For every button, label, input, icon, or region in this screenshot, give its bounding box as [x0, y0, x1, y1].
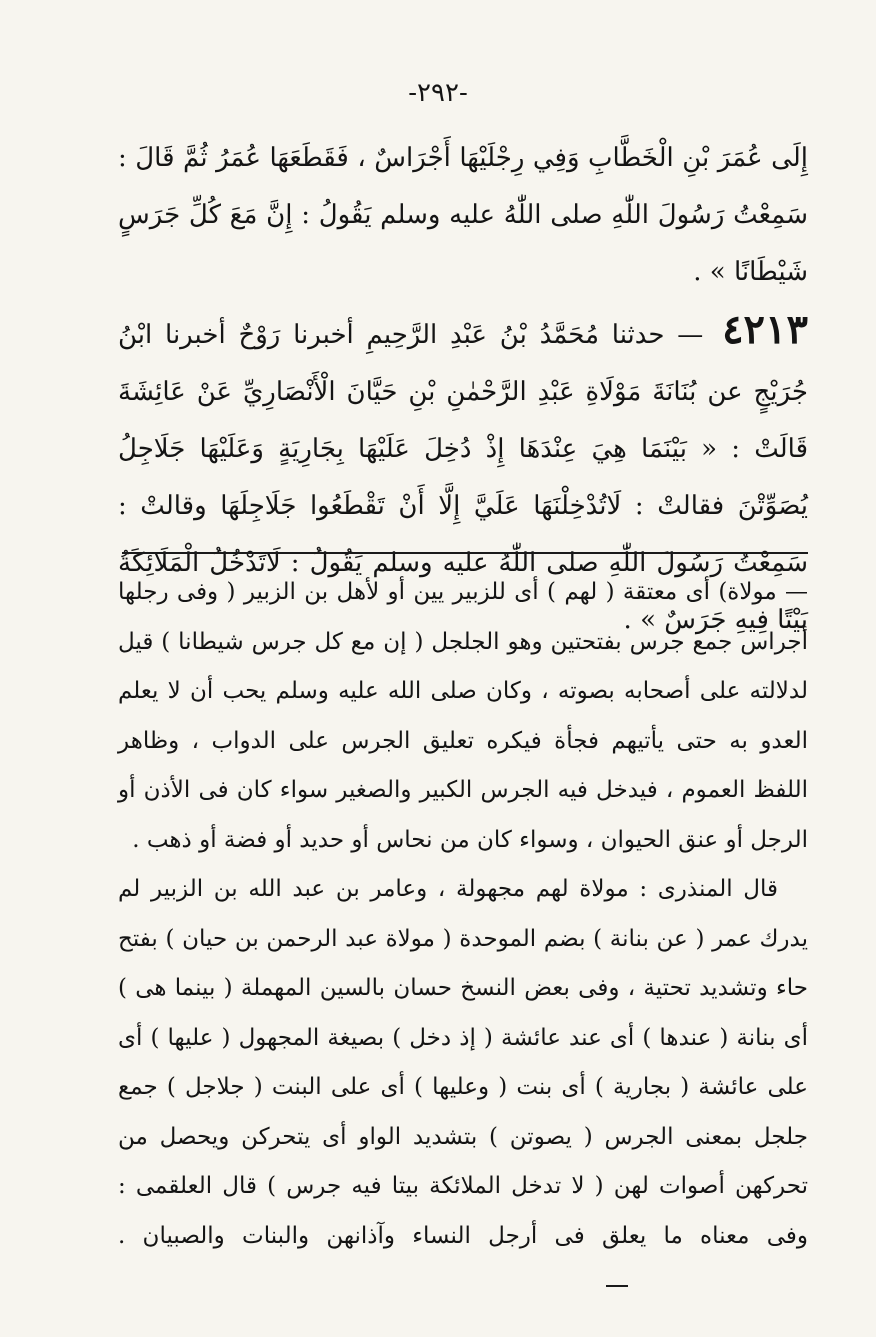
commentary-paragraph-2: [118, 865, 808, 1311]
commentary-block: [118, 568, 808, 1311]
hadith-continuation: إِلَى عُمَرَ بْنِ الْخَطَّابِ وَفِي رِجْلَيْهَا أَجْرَاسٌ ، فَقَطَعَهَا عُمَرُ ثُمَّ قَالَ : سَمِعْتُ رَسُولَ اللّٰهِ صلى اللّٰهُ عليه وسلم يَقُولُ : إِنَّ مَعَ كُلِّ جَرَسٍ شَيْطَانًا » .: [118, 143, 808, 287]
hadith-number: ٤٢١٣: [722, 306, 808, 353]
page-number: -٢٩٢-: [408, 78, 468, 108]
end-dash: [606, 1285, 628, 1287]
footnote-divider: [122, 552, 808, 554]
hadith-body: — حدثنا مُحَمَّدُ بْنُ عَبْدِ الرَّحِيمِ أخبرنا رَوْحٌ أخبرنا ابْنُ جُرَيْجٍ عن بُنَانَةَ مَوْلَاةِ عَبْدِ الرَّحْمٰنِ بْنِ حَيَّانَ الْأَنْصَارِيِّ عَنْ عَائِشَةَ قَالَتْ : « بَيْنَمَا هِيَ عِنْدَهَا إِذْ دُخِلَ عَلَيْهَا بِجَارِيَةٍ وَعَلَيْهَا جَلَاجِلُ يُصَوِّتْنَ فقالتْ : لَاتُدْخِلْنَهَا عَلَيَّ إِلَّا أَنْ تَقْطَعُوا جَلَاجِلَهَا وقالتْ : سَمِعْتُ رَسُولَ اللّٰهِ صلى اللّٰهُ عليه وسلم يَقُولُ : لَاتَدْخُلُ الْمَلَائِكَةُ بَيْتًا فِيهِ جَرَسٌ » .: [118, 320, 808, 635]
commentary-paragraph-1: — مولاة) أى معتقة ( لهم ) أى للزبير يين أو لأهل بن الزبير ( وفى رجلها أجراس جمع جرس بفتحتين وهو الجلجل ( إن مع كل جرس شيطانا ) قيل لدلالته على أصحابه بصوته ، وكان صلى الله عليه وسلم يحب أن لا يعلم العدو به حتى يأتيهم فجأة فيكره تعليق الجرس على الدواب ، وظاهر اللفظ العموم ، فيدخل فيه الجرس الكبير والصغير سواء كان فى الأذن أو الرجل أو عنق الحيوان ، وسواء كان من نحاس أو حديد أو فضة أو ذهب .: [118, 579, 808, 853]
commentary-paragraph-2-text: قال المنذرى : مولاة لهم مجهولة ، وعامر بن عبد الله بن الزبير لم يدرك عمر ( عن بنانة ) بضم الموحدة ( مولاة عبد الرحمن بن حيان ) بفتح حاء وتشديد تحتية ، وفى بعض النسخ حسان بالسين المهملة ( بينما هى ) أى بنانة ( عندها ) أى عند عائشة ( إذ دخل ) بصيغة المجهول ( عليها ) أى على عائشة ( بجارية ) أى بنت ( وعليها ) أى على البنت ( جلاجل ) جمع جلجل بمعنى الجرس ( يصوتن ) بتشديد الواو أى يتحركن ويحصل من تحركهن أصوات لهن ( لا تدخل الملائكة بيتا فيه جرس ) قال العلقمى : وفى معناه ما يعلق فى أرجل النساء وآذانهن والبنات والصبيان .: [118, 876, 808, 1249]
